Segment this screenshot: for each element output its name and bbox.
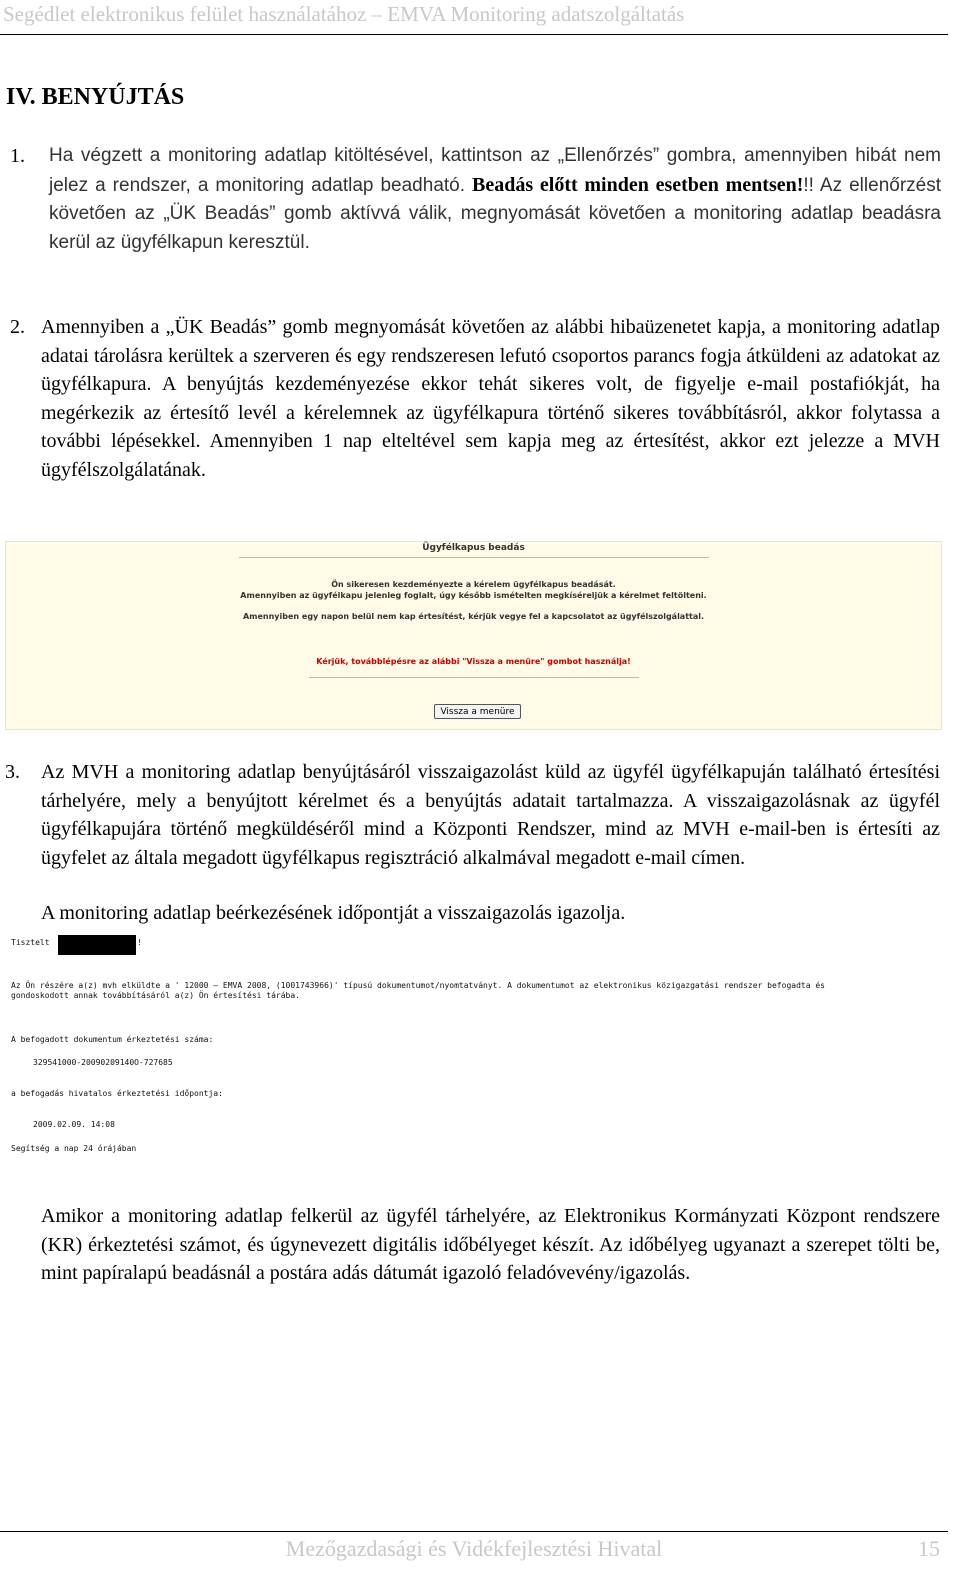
shot1-divider-2 <box>309 677 639 678</box>
shot1-line1: Ön sikeresen kezdeményezte a kérelem ügyfélkapus beadását. <box>331 580 616 589</box>
item1-text-bold: Beadás előtt minden esetben mentsen! <box>472 173 804 196</box>
page-number: 15 <box>918 1536 940 1561</box>
shot1-line3: Amennyiben egy napon belül nem kap értesítést, kérjük vegye fel a kapcsolatot az ügyfélszolgálattal. <box>242 612 705 621</box>
item2-text: Amennyiben a „ÜK Beadás” gomb megnyomását követően az alábbi hibaüzenetet kapja, a monitoring adatlap adatai tárolásra kerültek a szerveren és egy rendszeresen lefutó csoportos parancs fogja átküldeni az adatokat az ügyfélkapura. A benyújtás kezdeményezése ekkor tehát sikeres volt, de figyelje e-mail postafiókját, ha megérkezik az értesítő levél a kérelemnek az ügyfélkapura történő sikeres továbbításról, akkor folytassa a további lépésekkel. Amennyiben 1 nap elteltével sem kapja meg az értesítést, akkor ezt jelezze a MVH ügyfélszolgálatának. <box>41 316 940 481</box>
footer-text: Mezőgazdasági és Vidékfejlesztési Hivatal <box>285 1536 663 1561</box>
shot1-warning: Kérjük, továbblépésre az alábbi "Vissza a menüre" gombot használja! <box>316 657 631 666</box>
reg-number-value: 329541000-20090209140O-727685 <box>33 1058 173 1067</box>
shot1-title: Ügyfélkapus beadás <box>422 543 525 553</box>
item3-text2: A monitoring adatlap beérkezésének időpontját a visszaigazolás igazolja. <box>41 902 626 924</box>
section-title: IV. BENYÚJTÁS <box>6 84 185 110</box>
confirmation-screenshot <box>5 930 940 1160</box>
back-to-menu-button[interactable]: Vissza a menüre <box>434 704 521 719</box>
header-title: Segédlet elektronikus felület használatához – EMVA Monitoring adatszolgáltatás <box>3 2 685 26</box>
reg-time-label: a befogadás hivatalos érkeztetési időpontja: <box>11 1089 223 1098</box>
item3-text: Az MVH a monitoring adatlap benyújtásáról visszaigazolást küld az ügyfél ügyfélkapuján található értesítési tárhelyére, mely a benyújtott kérelmet és a benyújtás adatait tartalmazza. A visszaigazolásnak az ügyfél ügyfélkapujára történő megküldéséről mind a Központi Rendszer, mind az MVH e-mail-ben is értesíti az ügyfelet az általa megadott ügyfélkapus regisztráció alkalmával megadott e-mail címen. <box>41 761 940 869</box>
submission-screenshot <box>5 541 942 730</box>
item1-text-b: !! Az ellenőrzést követően az „ÜK Beadás” gomb aktívvá válik, megnyomását követően a monitoring adatlap beadásra kerül az ügyfélkapun keresztül. <box>49 174 941 253</box>
item1-text-a: Ha végzett a monitoring adatlap kitöltésével, kattintson az „Ellenőrzés” gombra, amennyiben hibát nem jelez a rendszer, a monitoring adatlap beadható. <box>49 145 941 196</box>
shot1-line2: Amennyiben az ügyfélkapu jelenleg foglalt, úgy később ismételten megkíséreljük a kérelmet feltölteni. <box>240 591 707 600</box>
message-line1: Az Ön részére a(z) mvh elküldte a ' 12000 – EMVA 2008, (1001743966)' típusú dokumentumot/nyomtatványt. A dokumentumot az elektronikus közigazgatási rendszer befogadta és <box>11 981 825 990</box>
item2-number: 2. <box>10 316 25 338</box>
redacted-name <box>58 935 136 955</box>
page-header <box>0 0 948 35</box>
reg-number-label: A befogadott dokumentum érkeztetési száma: <box>11 1035 214 1044</box>
footer-divider <box>0 1531 948 1532</box>
item1-number: 1. <box>10 145 25 167</box>
shot1-divider <box>239 557 709 558</box>
item1-text <box>49 142 941 257</box>
message-line2: gondoskodott annak továbbításáról a(z) Ön értesítési tárába. <box>11 991 300 1000</box>
help-text: Segítség a nap 24 órájában <box>11 1144 137 1153</box>
reg-time-value: 2009.02.09. 14:08 <box>33 1120 115 1129</box>
item3-number: 3. <box>5 761 20 783</box>
greeting-end: ! <box>137 938 142 947</box>
greeting: Tisztelt <box>11 938 50 947</box>
closing-text: Amikor a monitoring adatlap felkerül az ügyfél tárhelyére, az Elektronikus Kormányzati Központ rendszere (KR) érkeztetési számot, és úgynevezett digitális időbélyeget készít. Az időbélyeg ugyanazt a szerepet tölti be, mint papíralapú beadásnál a postára adás dátumát igazoló feladóvevény/igazolás. <box>41 1205 940 1284</box>
